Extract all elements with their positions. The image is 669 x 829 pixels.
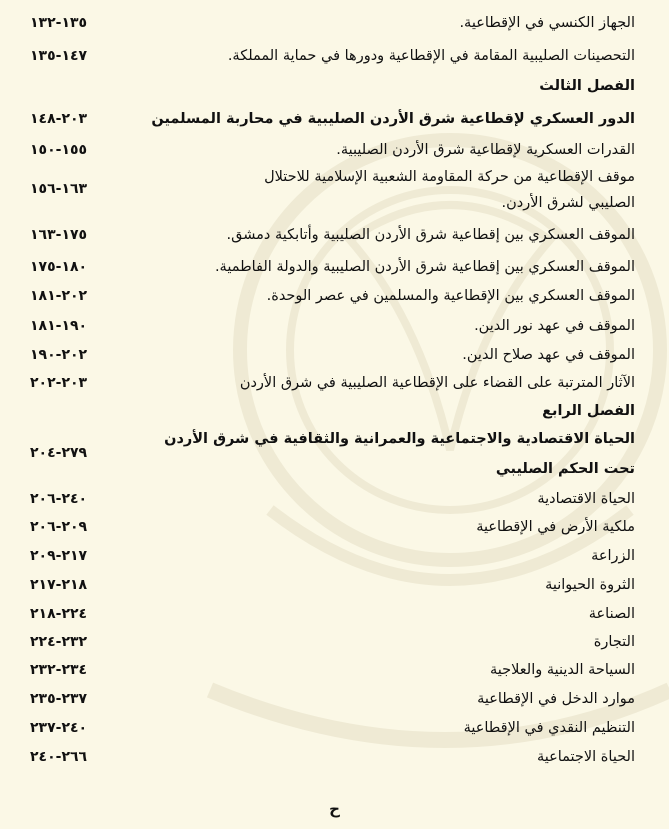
toc-entry (30, 627, 635, 657)
toc-entry-pages: ١٩٠-١٨١ (30, 318, 88, 334)
toc-entry-pages: ٢٣٤-٢٣٢ (30, 662, 88, 678)
toc-entry-title: الزراعة (591, 548, 635, 564)
toc-entry (30, 541, 635, 571)
toc-entry-title: الموقف العسكري بين إقطاعية شرق الأردن الصليبية وأتابكية دمشق. (226, 227, 635, 243)
toc-entry-pages: ١٥٥-١٥٠ (30, 142, 88, 158)
toc-entry-pages: ٢٦٦-٢٤٠ (30, 749, 88, 765)
page-number: ح (329, 800, 340, 818)
toc-entry-title: السياحة الدينية والعلاجية (490, 662, 635, 678)
toc-entry-title: الجهاز الكنسي في الإقطاعية. (459, 15, 635, 31)
toc-entry-title: ملكية الأرض في الإقطاعية (476, 519, 635, 535)
toc-entry-title: الموقف في عهد نور الدين. (474, 318, 635, 334)
toc-entry-title: الصليبي لشرق الأردن. (501, 195, 635, 211)
toc-entry (30, 281, 635, 311)
toc-entry (30, 104, 635, 134)
toc-entry-title: التحصينات الصليبية المقامة في الإقطاعية ودورها في حماية المملكة. (227, 48, 635, 64)
toc-entry-pages: ٢٢٤-٢١٨ (30, 606, 88, 622)
toc-entry-pages: ٢٤٠-٢٣٧ (30, 720, 88, 736)
toc-entry-pages: ٢٠٢-١٩٠ (30, 347, 88, 363)
toc-entry-pages: ٢٤٠-٢٠٦ (30, 491, 88, 507)
toc-entry-pages: ٢٠٢-١٨١ (30, 288, 88, 304)
toc-entry-pages: ٢٠٣-١٤٨ (30, 111, 88, 127)
toc-entry-pages: ٢٣٢-٢٢٤ (30, 634, 88, 650)
toc-entry-pages: ٢٣٧-٢٣٥ (30, 691, 88, 707)
chapter-heading: الفصل الثالث (539, 78, 635, 94)
toc-entry (30, 713, 635, 743)
toc-entry (30, 220, 635, 250)
toc-entry-title: القدرات العسكرية لإقطاعية شرق الأردن الصليبية. (336, 142, 635, 158)
toc-entry (30, 252, 635, 282)
chapter-title: الدور العسكري لإقطاعية شرق الأردن الصليبية في محاربة المسلمين (151, 111, 635, 127)
toc-entry-title: الموقف في عهد صلاح الدين. (462, 347, 635, 363)
chapter-title: تحت الحكم الصليبي (495, 461, 635, 477)
chapter-heading: الفصل الرابع (542, 403, 635, 419)
toc-entry-pages: ١٣٥-١٣٢ (30, 15, 88, 31)
toc-entry-title: الموقف العسكري بين إقطاعية شرق الأردن الصليبية والدولة الفاطمية. (214, 259, 635, 275)
toc-entry-pages: ٢١٨-٢١٧ (30, 577, 88, 593)
toc-entry (30, 599, 635, 629)
toc-entry (30, 41, 635, 71)
toc-entry-title: التجارة (593, 634, 635, 650)
toc-entry (30, 655, 635, 685)
toc-entry-pages: ٢١٧-٢٠٩ (30, 548, 88, 564)
toc-entry (30, 71, 635, 101)
toc-entry (30, 445, 635, 484)
toc-entry-title: التنظيم النقدي في الإقطاعية (463, 720, 635, 736)
toc-entry (30, 8, 635, 38)
toc-entry-title: الموقف العسكري بين الإقطاعية والمسلمين في عصر الوحدة. (266, 288, 635, 304)
toc-entry-pages: ١٨٠-١٧٥ (30, 259, 88, 275)
toc-entry-pages: ١٤٧-١٣٥ (30, 48, 88, 64)
toc-entry-title: الحياة الاجتماعية (536, 749, 635, 765)
toc-entry-title: الثروة الحيوانية (545, 577, 635, 593)
toc-entry (30, 135, 635, 165)
toc-entry (30, 570, 635, 600)
toc-entry (30, 742, 635, 772)
toc-entry (30, 340, 635, 370)
toc-entry-title: موقف الإقطاعية من حركة المقاومة الشعبية الإسلامية للاحتلال (264, 169, 635, 185)
toc-entry-title: الصناعة (588, 606, 635, 622)
toc-entry-title: موارد الدخل في الإقطاعية (477, 691, 635, 707)
toc-entry (30, 181, 635, 218)
toc-entry (30, 684, 635, 714)
toc-entry-pages: ٢٧٩-٢٠٤ (30, 445, 88, 461)
toc-entry (30, 368, 635, 398)
chapter-title: الحياة الاقتصادية والاجتماعية والعمرانية والثقافية في شرق الأردن (164, 431, 635, 447)
toc-entry (30, 396, 635, 426)
toc-entry (30, 311, 635, 341)
toc-entry-pages: ١٧٥-١٦٣ (30, 227, 88, 243)
toc-entry-pages: ٢٠٣-٢٠٢ (30, 375, 88, 391)
toc-entry-title: الحياة الاقتصادية (537, 491, 635, 507)
toc-entry (30, 512, 635, 542)
toc-entry (30, 424, 635, 454)
toc-entry-title: الآثار المترتبة على القضاء على الإقطاعية الصليبية في شرق الأردن (239, 375, 635, 391)
toc-entry-pages: ١٦٣-١٥٦ (30, 181, 88, 197)
toc-entry (30, 484, 635, 514)
toc-entry-pages: ٢٠٩-٢٠٦ (30, 519, 88, 535)
